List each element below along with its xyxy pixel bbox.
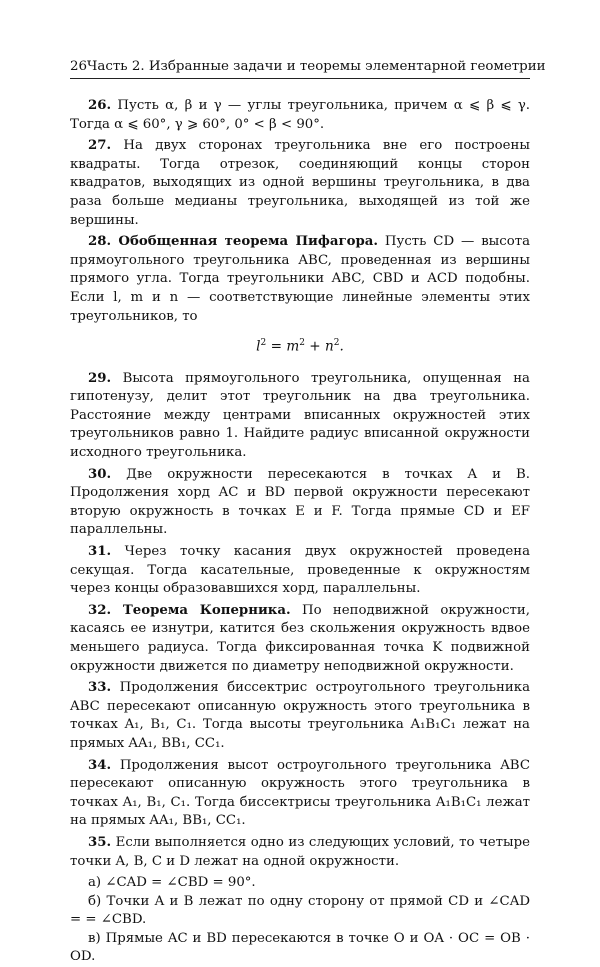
theorem-title: Обобщенная теорема Пифагора. bbox=[111, 234, 379, 250]
problem-32 bbox=[70, 602, 530, 676]
problem-30 bbox=[70, 466, 530, 540]
problem-28 bbox=[70, 233, 530, 326]
problem-number: 35. bbox=[88, 834, 112, 850]
problem-26 bbox=[70, 97, 530, 134]
problem-number: 31. bbox=[88, 544, 112, 559]
condition-c: в) Прямые AC и BD пересекаются в точке O и OA · OC = OB · OD. bbox=[70, 930, 530, 965]
problem-number: 34. bbox=[88, 757, 112, 773]
problem-number: 29. bbox=[88, 370, 112, 386]
problem-29 bbox=[70, 370, 530, 463]
running-title: Часть 2. Избранные задачи и теоремы элементарной геометрии bbox=[87, 59, 546, 74]
problem-text: Две окружности пересекаются в точках A и B. Продолжения хорд AC и BD первой окружности пересекают вторую окружность в точках E и F. Тогда прямые CD и EF параллельны. bbox=[70, 466, 530, 538]
page-number: 26 bbox=[70, 59, 88, 74]
problem-text: По неподвижной окружности, касаясь ее изнутри, катится без скольжения окружность вдвое меньшего радиуса. Тогда фиксированная точка K подвижной окружности движется по диаметру неподвижной окружности. bbox=[70, 602, 530, 674]
problem-text: На двух сторонах треугольника вне его построены квадраты. Тогда отрезок, соединяющий концы сторон квадратов, выходящих из одной вершины треугольника, в два раза больше медианы треугольника, выходящей из той же вершины. bbox=[70, 138, 530, 228]
problem-33 bbox=[70, 679, 530, 753]
problem-number: 33. bbox=[88, 680, 112, 696]
problem-text: Высота прямоугольного треугольника, опущенная на гипотенузу, делит этот треугольник на два треугольника. Расстояние между центрами вписанных окружностей этих треугольников равно 1. Найдите радиус вписанной окружности исходного треугольника. bbox=[70, 370, 530, 461]
problem-text: Пусть CD — высота прямоугольного треугольника ABC, проведенная из вершины прямого угла. Тогда треугольники ABC, CBD и ACD подобны. Если l, m и n — соответствующие линейные элементы этих треугольников, то bbox=[70, 234, 531, 324]
problem-text: Через точку касания двух окружностей проведена секущая. Тогда касательные, проведенные к окружностям через концы образовавшихся хорд, параллельны. bbox=[70, 544, 530, 597]
theorem-title: Теорема Коперника. bbox=[111, 602, 291, 618]
problem-text: Если выполняется одно из следующих условий, то четыре точки A, B, C и D лежат на одной окружности. bbox=[70, 834, 530, 869]
problem-number: 27. bbox=[88, 138, 112, 154]
problem-27 bbox=[70, 137, 530, 230]
problem-text: Продолжения высот остроугольного треугольника ABC пересекают описанную окружность этого треугольника в точках A₁, B₁, C₁. Тогда биссектрисы треугольника A₁B₁C₁ лежат на прямых AA₁, BB₁, CC₁. bbox=[70, 757, 530, 829]
problem-number: 26. bbox=[88, 98, 112, 113]
problem-number: 32. bbox=[88, 602, 112, 618]
running-header bbox=[70, 58, 546, 79]
book-page bbox=[70, 58, 546, 967]
problem-text: Пусть α, β и γ — углы треугольника, причем α ⩽ β ⩽ γ. Тогда α ⩽ 60°, γ ⩾ 60°, 0° < β < 90°. bbox=[70, 98, 530, 132]
page-content bbox=[70, 97, 530, 967]
problem-text: Продолжения биссектрис остроугольного треугольника ABC пересекают описанную окружность этого треугольника в точках A₁, B₁, C₁. Тогда высоты треугольника A₁B₁C₁ лежат на прямых AA₁, BB₁, CC₁. bbox=[70, 680, 530, 751]
pythagoras-formula: $l^2 = m^2 + n^2$. bbox=[256, 338, 344, 355]
condition-b: б) Точки A и B лежат по одну сторону от прямой CD и ∠CAD = = ∠CBD. bbox=[70, 893, 530, 928]
problem-31 bbox=[70, 543, 530, 599]
problem-34 bbox=[70, 757, 530, 831]
problem-number: 28. bbox=[88, 234, 112, 250]
condition-a: а) ∠CAD = ∠CBD = 90°. bbox=[88, 875, 256, 891]
problem-number: 30. bbox=[88, 466, 112, 482]
